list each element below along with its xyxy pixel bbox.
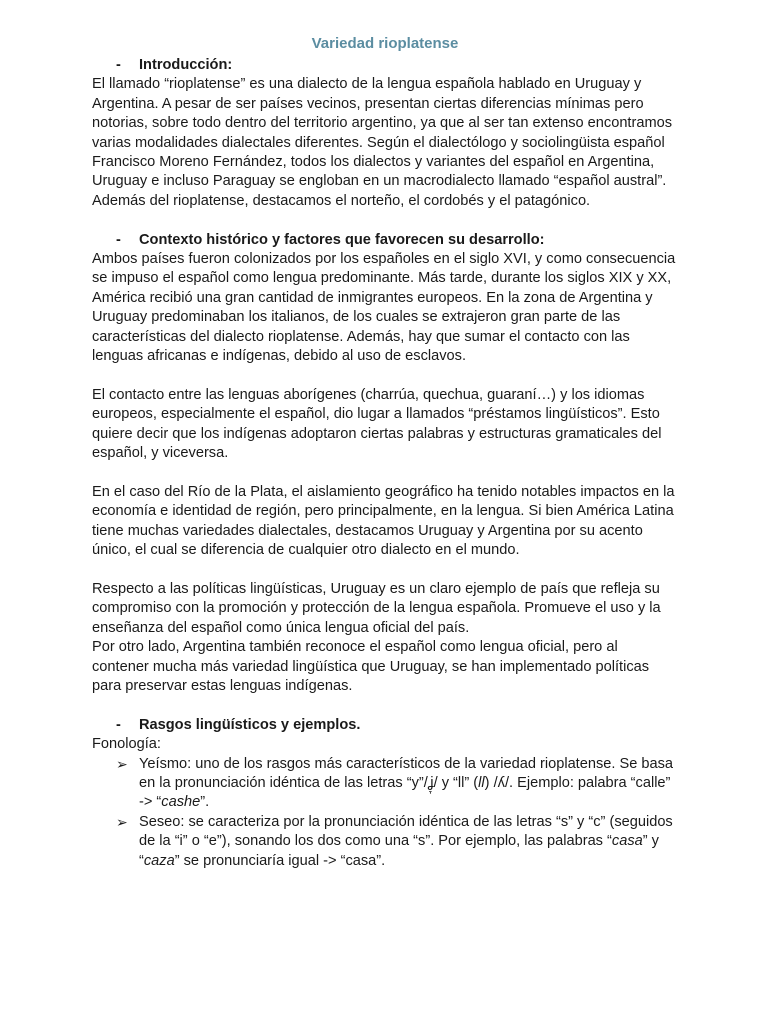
paragraph: Además del rioplatense, destacamos el norteño, el cordobés y el patagónico. bbox=[92, 192, 591, 209]
subheading-fonologia: Fonología: bbox=[92, 736, 161, 753]
arrow-bullet-icon: ➢ bbox=[116, 755, 128, 772]
paragraph: Respecto a las políticas lingüísticas, Uruguay es un claro ejemplo de país que refleja su compromiso con la promoción y protección de la lengua española. Promueve el uso y la enseñanza del español como única lengua oficial del país. bbox=[92, 580, 661, 636]
italic-text: ll bbox=[478, 774, 485, 791]
text-run: Seseo: se caracteriza por la pronunciación idéntica de las letras “s” y “c” (seguidos de la “i” o “e”), sonando los dos como una “s”. Por ejemplo, las palabras “ bbox=[139, 813, 673, 850]
section-heading-rasgos bbox=[92, 716, 678, 735]
italic-text: cashe bbox=[161, 794, 201, 811]
dash-bullet: - bbox=[116, 231, 121, 248]
text-run: Yeísmo: uno de los rasgos más característicos de la variedad rioplatense. Se basa en la pronunciación idéntica de las letras “y”/ʝ̞/ y “ll” ( bbox=[139, 755, 674, 791]
dash-bullet: - bbox=[116, 716, 121, 733]
text-run: ”. bbox=[200, 794, 210, 811]
section-heading-label: Introducción: bbox=[139, 57, 233, 73]
paragraph: En el caso del Río de la Plata, el aislamiento geográfico ha tenido notables impactos en la economía e identidad de región, pero principalmente, en la lengua. Si bien América Latina tiene muchas variedades dialectales, destacamos Uruguay y Argentina por su acento único, el cual se diferencia de cualquier otro dialecto en el mundo. bbox=[92, 483, 675, 559]
paragraph: El contacto entre las lenguas aborígenes (charrúa, quechua, guaraní…) y los idiomas europeos, especialmente el español, dio lugar a llamados “préstamos lingüísticos”. Esto quiere decir que los indígenas adoptaron ciertas palabras y estructuras gramaticales del español, y viceversa. bbox=[92, 386, 662, 462]
section-heading-introduccion bbox=[92, 56, 678, 75]
spacer bbox=[92, 464, 678, 483]
dash-bullet: - bbox=[116, 57, 121, 73]
italic-text: caza bbox=[143, 852, 175, 869]
paragraph: Ambos países fueron colonizados por los españoles en el siglo XVI, y como consecuencia se impuso el español como lengua predominante. Más tarde, durante los siglos XIX y XX, América recibió una gran cantidad de inmigrantes europeos. En la zona de Argentina y Uruguay predominaban los italianos, de los cuales se extrajeron gran parte de las características del dialecto rioplatense. Además, hay que sumar el contacto con las lenguas africanas e indígenas, debido al uso de esclavos. bbox=[92, 251, 676, 365]
text-run: ) /ʎ/. Ejemplo: palabra “calle” -> “ bbox=[139, 774, 671, 811]
list-item-text bbox=[139, 755, 678, 813]
list-item-yeismo bbox=[92, 755, 678, 813]
section-heading-contexto bbox=[92, 231, 678, 250]
section-heading-label: Rasgos lingüísticos y ejemplos. bbox=[139, 716, 361, 733]
spacer bbox=[92, 366, 678, 385]
text-run: ” se pronunciaría igual -> “casa”. bbox=[174, 852, 386, 869]
document-title: Variedad rioplatense bbox=[311, 35, 459, 52]
spacer bbox=[92, 211, 678, 230]
spacer bbox=[92, 696, 678, 715]
text-run: ” y “ bbox=[139, 833, 659, 869]
list-item-seseo bbox=[92, 813, 678, 871]
paragraph: El llamado “rioplatense” es una dialecto de la lengua española hablado en Uruguay y Argentina. A pesar de ser países vecinos, presentan ciertas diferencias mínimas pero notorias, sobre todo dentro del territorio argentino, ya que al ser tan extenso encontramos varias modalidades dialectales diferentes. Según el dialectólogo y sociolingüista español Francisco Moreno Fernández, todos los dialectos y variantes del español en Argentina, Uruguay e incluso Paraguay se engloban en un macrodialecto llamado “español austral”. bbox=[92, 76, 673, 190]
arrow-bullet-icon: ➢ bbox=[116, 813, 128, 830]
section-heading-label: Contexto histórico y factores que favorecen su desarrollo: bbox=[139, 231, 545, 248]
list-item-text bbox=[139, 813, 678, 871]
spacer bbox=[92, 561, 678, 580]
paragraph: Por otro lado, Argentina también reconoce el español como lengua oficial, pero al contener mucha más variedad lingüística que Uruguay, se han implementado políticas para preservar estas lenguas indígenas. bbox=[92, 639, 650, 694]
italic-text: casa bbox=[611, 833, 643, 850]
